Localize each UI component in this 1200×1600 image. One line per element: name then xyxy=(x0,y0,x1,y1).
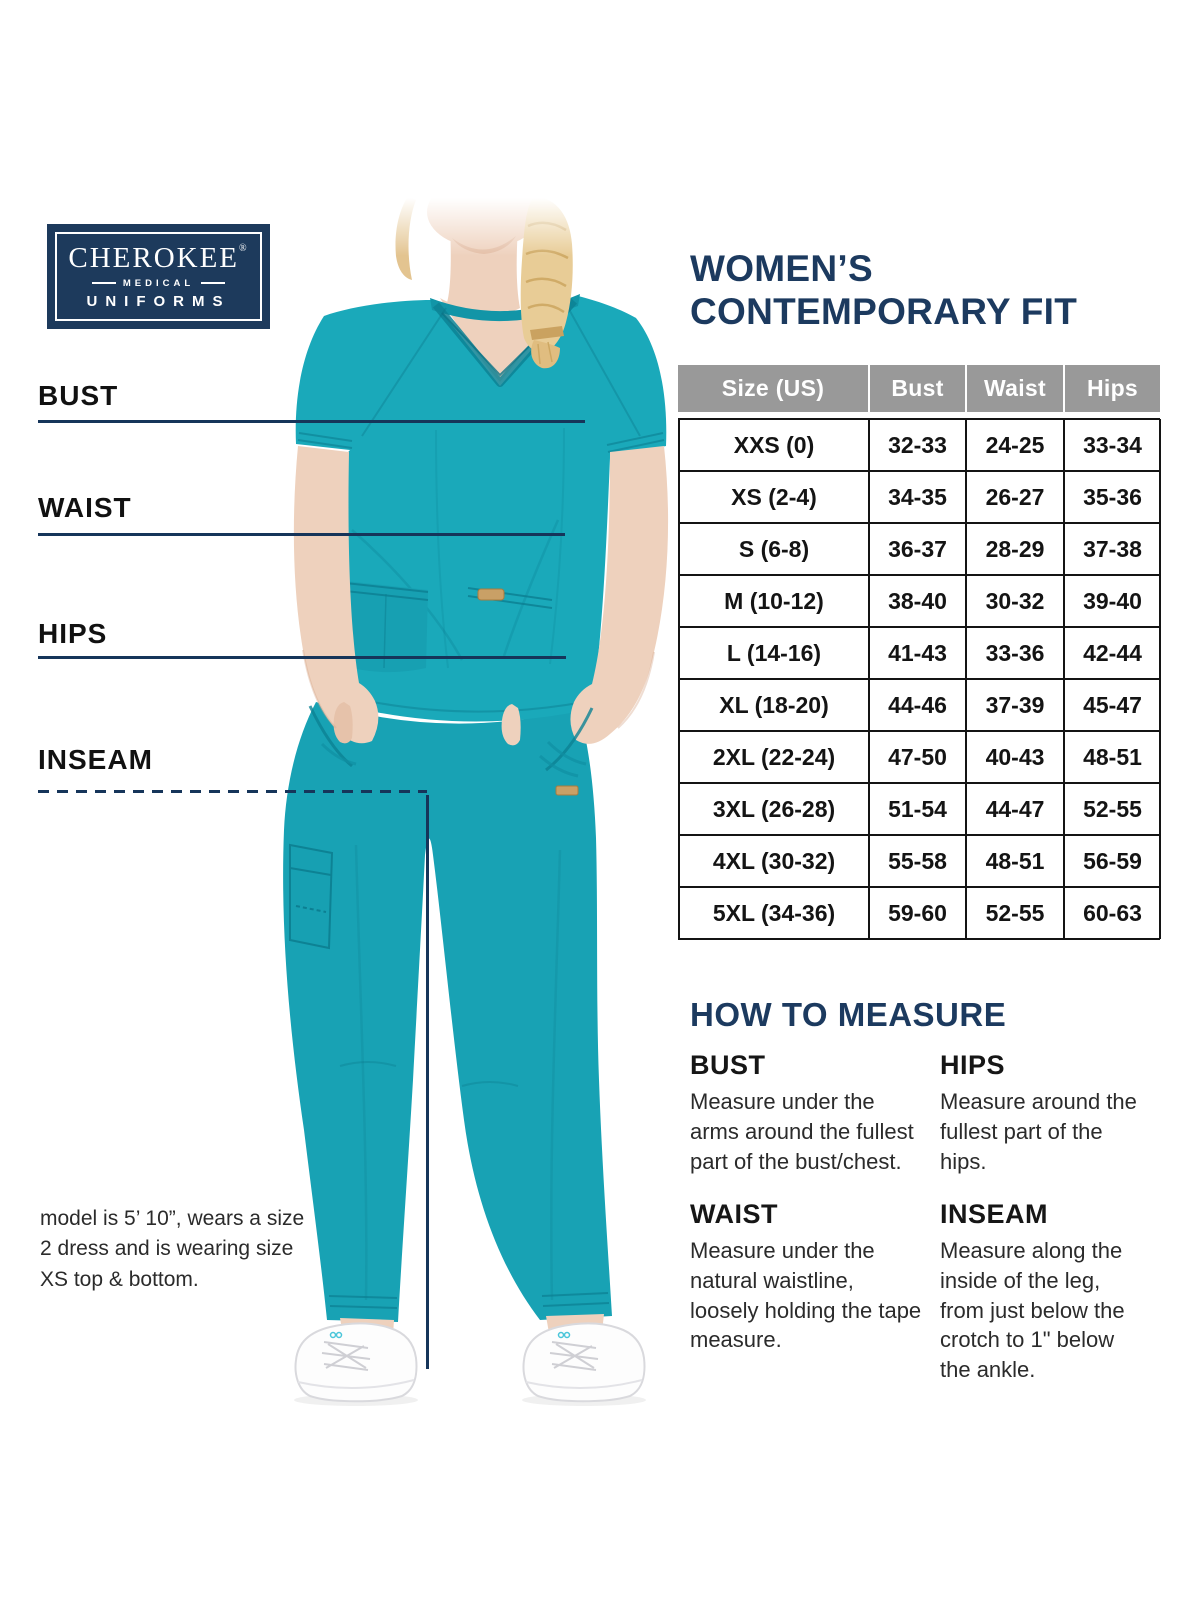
measure-instruction-text: Measure under the arms around the fullest part of the bust/chest. xyxy=(690,1089,914,1174)
measurement-cell: 59-60 xyxy=(869,887,966,939)
logo-frame xyxy=(55,232,262,321)
measure-instruction-label: BUST xyxy=(690,1050,766,1080)
page-title xyxy=(690,248,1077,334)
bust-measure-line xyxy=(38,420,585,423)
size-table-header xyxy=(678,365,1160,412)
inseam-vertical-line xyxy=(426,795,429,1369)
measurement-cell: 45-47 xyxy=(1064,679,1161,731)
measurement-cell: 34-35 xyxy=(869,471,966,523)
size-table-rows xyxy=(678,418,1160,940)
measurement-cell: 36-37 xyxy=(869,523,966,575)
measurement-cell: 40-43 xyxy=(966,731,1064,783)
column-header-size: Size (US) xyxy=(721,375,825,401)
measure-instruction-label: HIPS xyxy=(940,1050,1006,1080)
measurement-cell: 37-38 xyxy=(1064,523,1161,575)
column-header-bust: Bust xyxy=(868,365,965,412)
top-brand-tag xyxy=(478,589,504,600)
measure-instruction-text: Measure around the fullest part of the hips. xyxy=(940,1089,1137,1174)
measure-instruction-label: INSEAM xyxy=(940,1198,1049,1229)
measure-instruction-label: WAIST xyxy=(690,1198,778,1229)
pants-brand-tag xyxy=(556,786,578,795)
measurement-cell: 35-36 xyxy=(1064,471,1161,523)
measurement-cell: 33-34 xyxy=(1064,419,1161,471)
measure-instruction-inseam xyxy=(940,1199,1162,1386)
measure-instruction-text: Measure under the natural waistline, loosely holding the tape measure. xyxy=(690,1237,922,1353)
measurement-cell: 41-43 xyxy=(869,627,966,679)
column-header-waist: Waist xyxy=(965,365,1063,412)
measure-instruction-bust xyxy=(690,1050,940,1177)
hips-measure-line xyxy=(38,656,566,659)
measurement-cell: 24-25 xyxy=(966,419,1064,471)
size-cell: S (6-8) xyxy=(679,523,869,575)
measurement-cell: 47-50 xyxy=(869,731,966,783)
size-cell: M (10-12) xyxy=(679,575,869,627)
size-cell: XS (2-4) xyxy=(679,471,869,523)
how-to-measure-heading: HOW TO MEASURE xyxy=(690,996,1007,1033)
measurement-cell: 28-29 xyxy=(966,523,1064,575)
measure-instruction-text: Measure along the inside of the leg, from just below the crotch to 1" below the ankle. xyxy=(940,1237,1125,1383)
photo-fade xyxy=(320,140,660,256)
measurement-cell: 42-44 xyxy=(1064,627,1161,679)
measurement-cell: 44-47 xyxy=(966,783,1064,835)
how-to-measure-list xyxy=(690,1050,1162,1385)
brand-logo xyxy=(47,224,270,329)
inseam-label: INSEAM xyxy=(38,744,153,775)
inseam-measure-line xyxy=(38,790,427,793)
sneaker-left xyxy=(294,1323,418,1406)
size-cell: 2XL (22-24) xyxy=(679,731,869,783)
size-chart-table xyxy=(678,365,1160,940)
measure-instruction-waist xyxy=(690,1199,940,1386)
size-cell: 4XL (30-32) xyxy=(679,835,869,887)
measurement-cell: 48-51 xyxy=(1064,731,1161,783)
measurement-cell: 26-27 xyxy=(966,471,1064,523)
column-header-hips: Hips xyxy=(1063,365,1160,412)
waist-measure-line xyxy=(38,533,565,536)
size-cell: XL (18-20) xyxy=(679,679,869,731)
measurement-cell: 51-54 xyxy=(869,783,966,835)
measurement-cell: 60-63 xyxy=(1064,887,1161,939)
hips-label: HIPS xyxy=(38,618,108,649)
measurement-cell: 38-40 xyxy=(869,575,966,627)
measurement-cell: 44-46 xyxy=(869,679,966,731)
registered-mark: ® xyxy=(239,242,249,254)
sneaker-right xyxy=(522,1323,646,1406)
measurement-cell: 32-33 xyxy=(869,419,966,471)
measurement-cell: 33-36 xyxy=(966,627,1064,679)
model-footnote: model is 5’ 10”, wears a size 2 dress and is wearing size XS top & bottom. xyxy=(40,1207,305,1291)
measurement-cell: 52-55 xyxy=(1064,783,1161,835)
scrub-pants xyxy=(283,702,612,1322)
waist-label: WAIST xyxy=(38,492,132,523)
measurement-cell: 56-59 xyxy=(1064,835,1161,887)
logo-brand-text: CHEROKEE® xyxy=(68,241,249,274)
measure-instruction-hips xyxy=(940,1050,1162,1177)
logo-tagline: MEDICAL xyxy=(92,278,225,289)
measurement-cell: 55-58 xyxy=(869,835,966,887)
measurement-cell: 37-39 xyxy=(966,679,1064,731)
logo-wordmark: UNIFORMS xyxy=(86,292,231,310)
size-cell: L (14-16) xyxy=(679,627,869,679)
measurement-cell: 39-40 xyxy=(1064,575,1161,627)
bust-label: BUST xyxy=(38,380,119,411)
page-title-line1: WOMEN’S xyxy=(690,248,873,289)
size-cell: XXS (0) xyxy=(679,419,869,471)
size-cell: 5XL (34-36) xyxy=(679,887,869,939)
measurement-cell: 52-55 xyxy=(966,887,1064,939)
size-cell: 3XL (26-28) xyxy=(679,783,869,835)
page-title-line2: CONTEMPORARY FIT xyxy=(690,290,1078,332)
measurement-cell: 48-51 xyxy=(966,835,1064,887)
measurement-cell: 30-32 xyxy=(966,575,1064,627)
